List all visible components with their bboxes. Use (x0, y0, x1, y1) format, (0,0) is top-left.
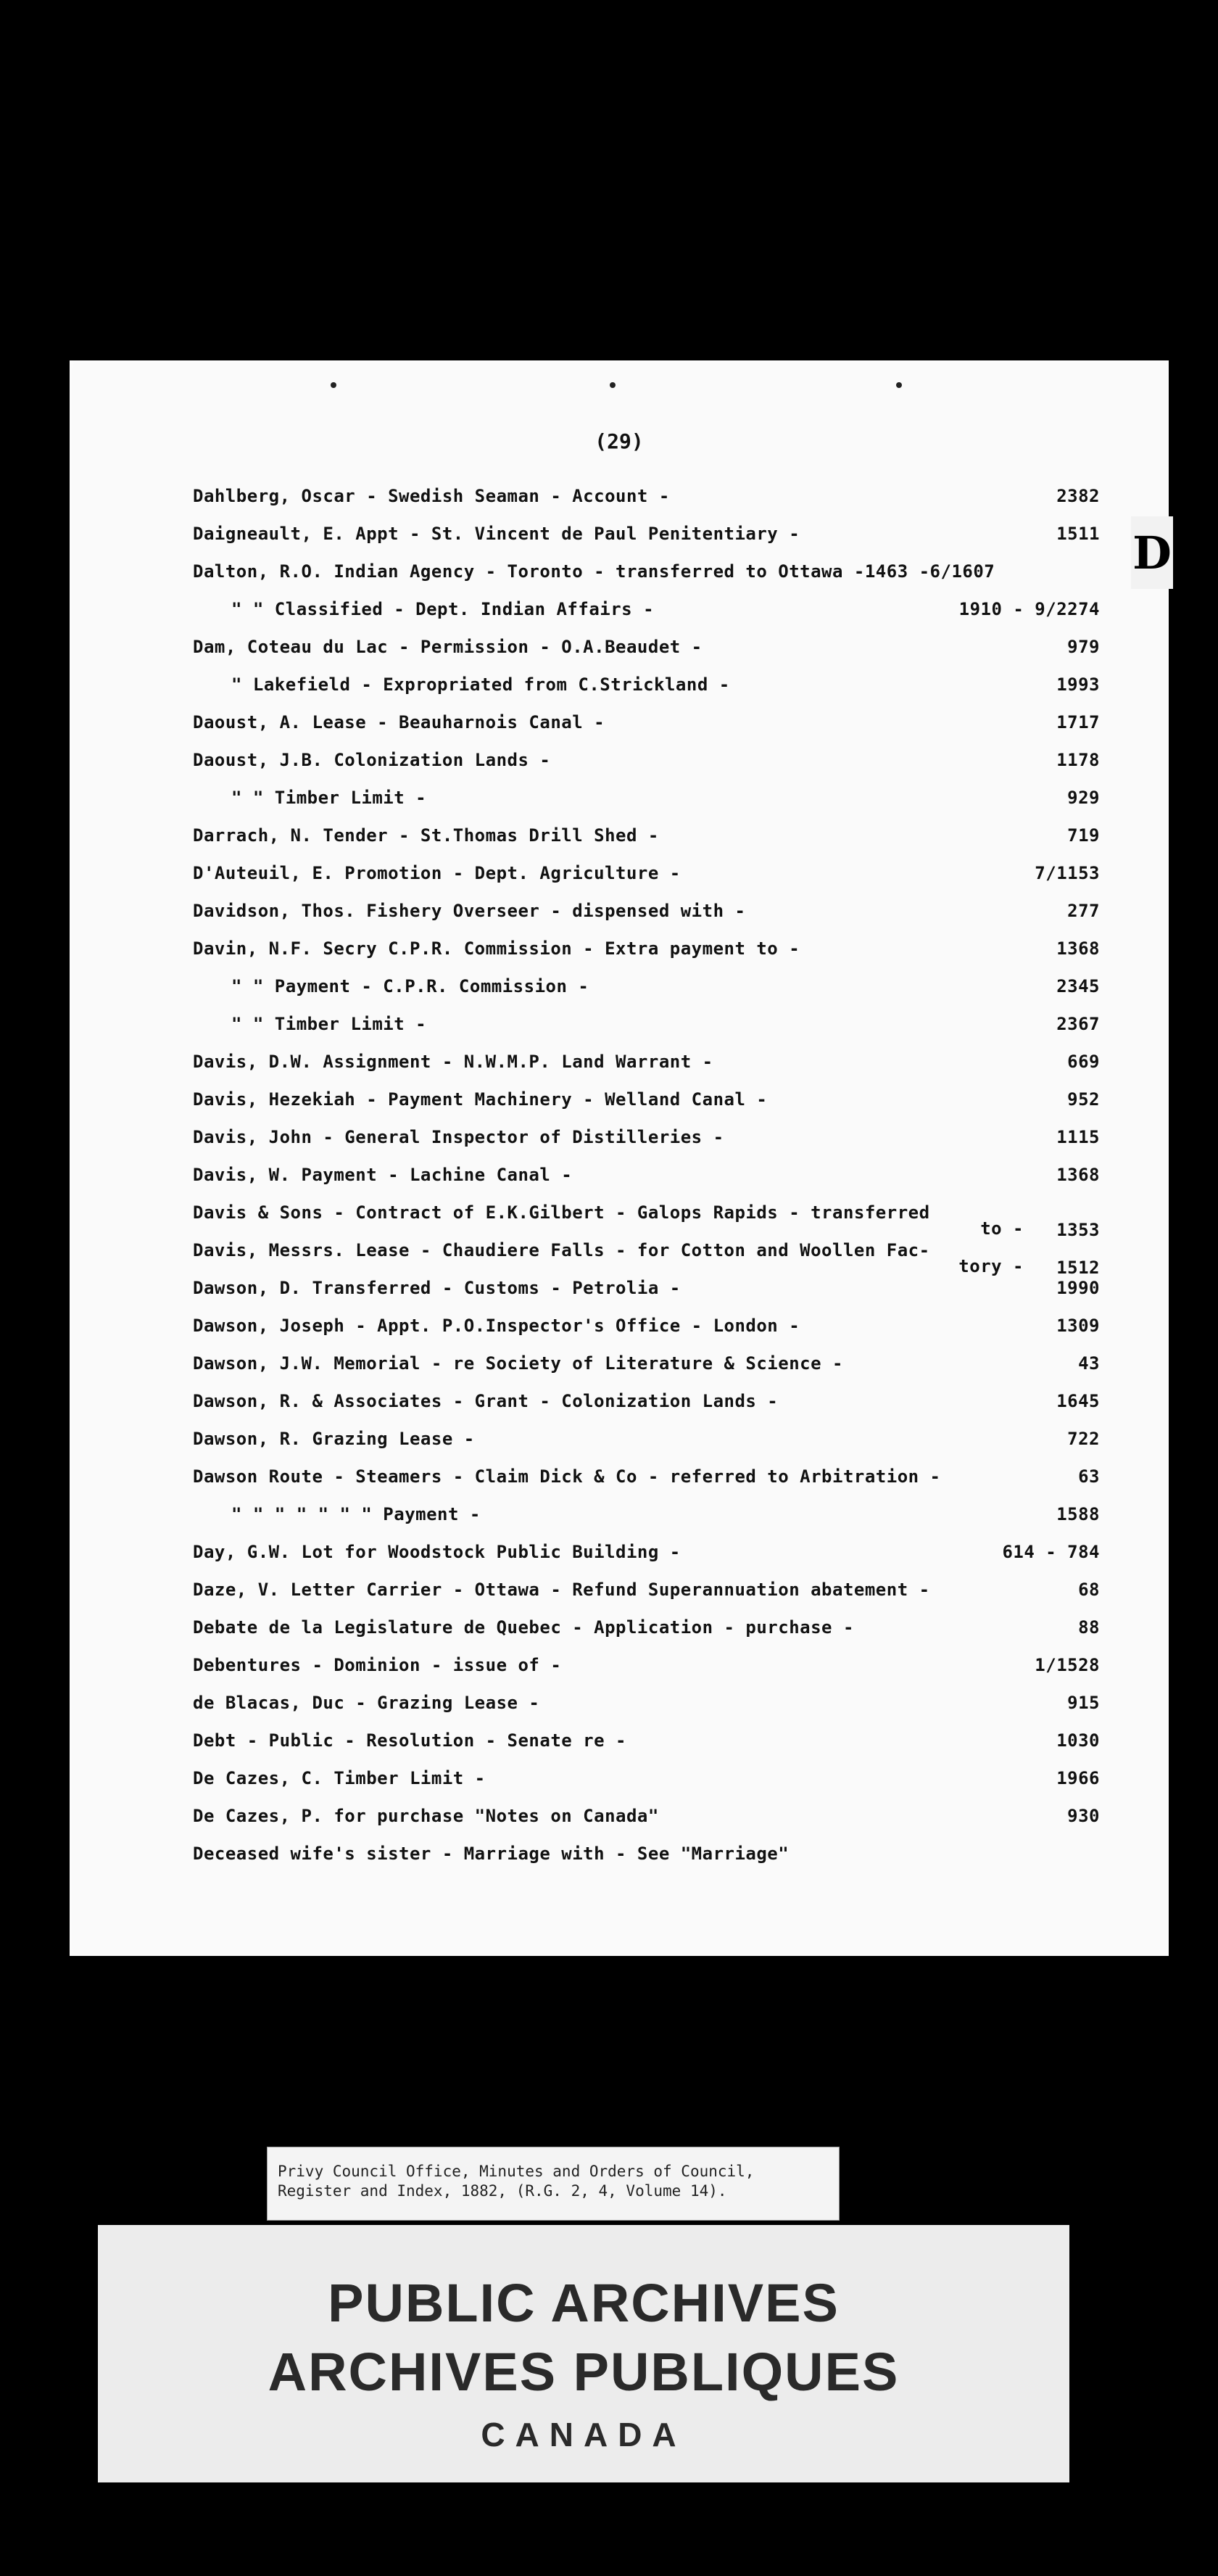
index-entry (70, 825, 1169, 863)
entry-reference-number: 1990 (1056, 1278, 1100, 1298)
entry-subject: Debentures - Dominion - issue of - (193, 1655, 562, 1675)
archive-label-line: Register and Index, 1882, (R.G. 2, 4, Volume 14). (278, 2182, 727, 2200)
index-entry (70, 599, 1169, 637)
index-entry (70, 712, 1169, 750)
index-tab-letter: D (1131, 516, 1173, 589)
index-entries (70, 486, 1169, 1881)
entry-reference-number: 43 (1078, 1353, 1100, 1374)
stamp-line-english: PUBLIC ARCHIVES (328, 2273, 840, 2333)
entry-reference-number: 1030 (1056, 1730, 1100, 1751)
entry-subject: Daoust, J.B. Colonization Lands - (193, 750, 551, 770)
register-page (70, 360, 1169, 1956)
entry-reference-number: 952 (1067, 1089, 1100, 1110)
index-entry (70, 1429, 1169, 1466)
archive-label-line: Privy Council Office, Minutes and Orders of Council, (278, 2163, 755, 2180)
entry-subject: Davis, W. Payment - Lachine Canal - (193, 1165, 573, 1185)
entry-subject: Davis, John - General Inspector of Distilleries - (193, 1127, 724, 1147)
index-entry (70, 938, 1169, 976)
stamp-line-french: ARCHIVES PUBLIQUES (268, 2342, 900, 2402)
entry-reference-number: 88 (1078, 1617, 1100, 1638)
entry-reference-number: 979 (1067, 637, 1100, 657)
index-entry (70, 750, 1169, 788)
entry-subject: D'Auteuil, E. Promotion - Dept. Agriculture - (193, 863, 681, 883)
entry-reference-number: 722 (1067, 1429, 1100, 1449)
index-entry (70, 1316, 1169, 1353)
tick-mark (610, 382, 616, 388)
index-entry (70, 1391, 1169, 1429)
index-entry (70, 1202, 1169, 1240)
archives-stamp (98, 2225, 1069, 2482)
index-entry (70, 524, 1169, 561)
entry-subject: Dawson, D. Transferred - Customs - Petrolia - (193, 1278, 681, 1298)
index-entry (70, 637, 1169, 674)
entry-subject: Dalton, R.O. Indian Agency - Toronto - transferred to Ottawa -1463 -6/1607 (193, 561, 995, 582)
entry-reference-number: 1910 - 9/2274 (958, 599, 1100, 619)
entry-reference-number: 2382 (1056, 486, 1100, 506)
stamp-line-country: CANADA (481, 2416, 687, 2453)
entry-reference-number: 930 (1067, 1806, 1100, 1826)
entry-subject: Davis, Messrs. Lease - Chaudiere Falls - for Cotton and Woollen Fac- (193, 1240, 930, 1260)
index-entry (70, 1655, 1169, 1693)
entry-subject: De Cazes, C. Timber Limit - (193, 1768, 486, 1788)
index-entry (70, 788, 1169, 825)
entry-reference-number: 929 (1067, 788, 1100, 808)
entry-continuation: to - (980, 1218, 1024, 1239)
entry-subject: De Cazes, P. for purchase "Notes on Canada" (193, 1806, 659, 1826)
archive-reference-label (267, 2147, 840, 2221)
entry-reference-number: 68 (1078, 1580, 1100, 1600)
entry-subject: Dam, Coteau du Lac - Permission - O.A.Beaudet - (193, 637, 703, 657)
entry-subject: " " Classified - Dept. Indian Affairs - (231, 599, 655, 619)
entry-subject: Dawson, R. & Associates - Grant - Colonization Lands - (193, 1391, 779, 1411)
entry-subject: Dahlberg, Oscar - Swedish Seaman - Account - (193, 486, 670, 506)
entry-subject: Davis & Sons - Contract of E.K.Gilbert - Galops Rapids - transferred (193, 1202, 930, 1223)
entry-reference-number: 669 (1067, 1052, 1100, 1072)
tick-mark (331, 382, 336, 388)
index-entry (70, 1240, 1169, 1278)
entry-reference-number: 63 (1078, 1466, 1100, 1487)
entry-reference-number: 1645 (1056, 1391, 1100, 1411)
entry-subject: Debt - Public - Resolution - Senate re - (193, 1730, 626, 1751)
entry-subject: Davin, N.F. Secry C.P.R. Commission - Extra payment to - (193, 938, 800, 959)
punch-marks (70, 382, 1169, 397)
index-entry (70, 1014, 1169, 1052)
index-entry (70, 1278, 1169, 1316)
entry-subject: Daze, V. Letter Carrier - Ottawa - Refund Superannuation abatement - (193, 1580, 930, 1600)
entry-subject: Day, G.W. Lot for Woodstock Public Building - (193, 1542, 681, 1562)
entry-subject: Deceased wife's sister - Marriage with - See "Marriage" (193, 1844, 790, 1864)
entry-subject: Daigneault, E. Appt - St. Vincent de Paul Penitentiary - (193, 524, 800, 544)
entry-reference-number: 1512 (1056, 1258, 1100, 1278)
entry-reference-number: 1115 (1056, 1127, 1100, 1147)
entry-subject: Davidson, Thos. Fishery Overseer - dispensed with - (193, 901, 746, 921)
entry-subject: " Lakefield - Expropriated from C.Strickland - (231, 674, 730, 695)
entry-subject: Darrach, N. Tender - St.Thomas Drill Shed - (193, 825, 659, 846)
index-entry (70, 1127, 1169, 1165)
index-entry (70, 1730, 1169, 1768)
index-entry (70, 1693, 1169, 1730)
entry-subject: Davis, D.W. Assignment - N.W.M.P. Land Warrant - (193, 1052, 713, 1072)
entry-reference-number: 277 (1067, 901, 1100, 921)
entry-subject: " " Timber Limit - (231, 788, 427, 808)
entry-reference-number: 1368 (1056, 938, 1100, 959)
entry-reference-number: 2367 (1056, 1014, 1100, 1034)
page-number: (29) (594, 429, 644, 453)
entry-subject: Dawson, Joseph - Appt. P.O.Inspector's Office - London - (193, 1316, 800, 1336)
entry-reference-number: 1966 (1056, 1768, 1100, 1788)
entry-reference-number: 915 (1067, 1693, 1100, 1713)
index-entry (70, 863, 1169, 901)
index-entry (70, 901, 1169, 938)
tick-mark (896, 382, 902, 388)
index-entry (70, 1052, 1169, 1089)
entry-subject: Debate de la Legislature de Quebec - Application - purchase - (193, 1617, 854, 1638)
entry-reference-number: 1309 (1056, 1316, 1100, 1336)
index-entry (70, 1806, 1169, 1844)
entry-subject: " " Payment - C.P.R. Commission - (231, 976, 589, 996)
entry-reference-number: 1/1528 (1035, 1655, 1100, 1675)
entry-reference-number: 1368 (1056, 1165, 1100, 1185)
entry-reference-number: 1993 (1056, 674, 1100, 695)
entry-reference-number: 719 (1067, 825, 1100, 846)
index-entry (70, 1165, 1169, 1202)
entry-reference-number: 7/1153 (1035, 863, 1100, 883)
entry-subject: Daoust, A. Lease - Beauharnois Canal - (193, 712, 605, 732)
index-entry (70, 1844, 1169, 1881)
entry-subject: Dawson, R. Grazing Lease - (193, 1429, 475, 1449)
entry-subject: Davis, Hezekiah - Payment Machinery - Welland Canal - (193, 1089, 768, 1110)
entry-reference-number: 1588 (1056, 1504, 1100, 1524)
entry-subject: de Blacas, Duc - Grazing Lease - (193, 1693, 540, 1713)
entry-reference-number: 1353 (1056, 1220, 1100, 1240)
index-entry (70, 561, 1169, 599)
entry-subject: Dawson, J.W. Memorial - re Society of Literature & Science - (193, 1353, 843, 1374)
index-entry (70, 1617, 1169, 1655)
entry-reference-number: 1717 (1056, 712, 1100, 732)
entry-subject: " " " " " " " Payment - (231, 1504, 481, 1524)
entry-reference-number: 614 - 784 (1002, 1542, 1100, 1562)
index-entry (70, 1504, 1169, 1542)
entry-reference-number: 1178 (1056, 750, 1100, 770)
index-entry (70, 1580, 1169, 1617)
index-entry (70, 1768, 1169, 1806)
index-entry (70, 674, 1169, 712)
index-entry (70, 1353, 1169, 1391)
index-entry (70, 1089, 1169, 1127)
entry-subject: Dawson Route - Steamers - Claim Dick & Co - referred to Arbitration - (193, 1466, 941, 1487)
entry-reference-number: 2345 (1056, 976, 1100, 996)
entry-subject: " " Timber Limit - (231, 1014, 427, 1034)
index-entry (70, 976, 1169, 1014)
index-entry (70, 486, 1169, 524)
entry-continuation: tory - (958, 1256, 1024, 1276)
index-entry (70, 1542, 1169, 1580)
index-entry (70, 1466, 1169, 1504)
entry-reference-number: 1511 (1056, 524, 1100, 544)
